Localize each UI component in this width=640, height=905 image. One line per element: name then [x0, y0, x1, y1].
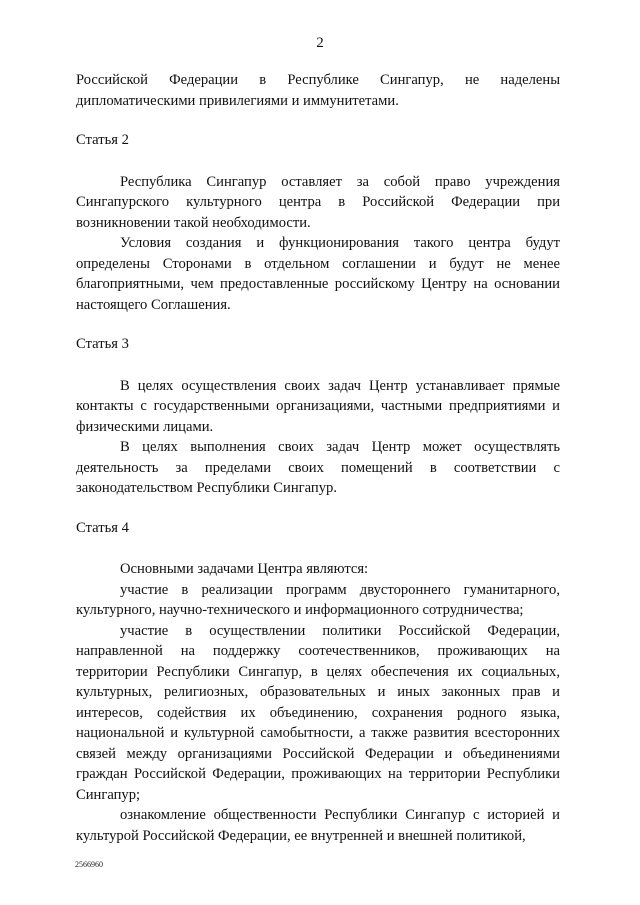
article-heading: Статья 3	[76, 336, 129, 352]
article-heading: Статья 2	[76, 132, 129, 148]
paragraph: Российской Федерации в Республике Сингапур, не наделены дипломатическими привилегиями и иммунитетами.	[76, 72, 560, 109]
paragraph: ознакомление общественности Республики Сингапур с историей и культурой Российской Федерации, ее внутренней и внешней политикой,	[76, 807, 560, 844]
paragraph: участие в осуществлении политики Российской Федерации, направленной на поддержку соотечественников, проживающих на территории Республики Сингапур, в целях обеспечения их социальных, культурных, религиозных, образовательных и иных законных прав и интересов, содействия их объединению, сохранения родного языка, национальной и культурной самобытности, а также развития всесторонних связей между организациями Российской Федерации и объединениями граждан Российской Федерации, проживающих на территории Республики Сингапур;	[76, 622, 560, 803]
paragraph: участие в реализации программ двустороннего гуманитарного, культурного, научно-технического и информационного сотрудничества;	[76, 581, 560, 618]
document-id: 2566960	[75, 860, 103, 869]
paragraph: В целях осуществления своих задач Центр устанавливает прямые контакты с государственными организациями, частными предприятиями и физическими лицами.	[76, 377, 560, 435]
article-heading: Статья 4	[76, 519, 129, 536]
paragraph: Условия создания и функционирования такого центра будут определены Сторонами в отдельном соглашении и будут не менее благоприятными, чем предоставленные российскому Центру на основании настоящего Соглашения.	[76, 235, 560, 313]
paragraph: Республика Сингапур оставляет за собой право учреждения Сингапурского культурного центра в Российской Федерации при возникновении такой необходимости.	[76, 173, 560, 231]
paragraph: Основными задачами Центра являются:	[120, 561, 369, 577]
page-number: 2	[316, 35, 324, 51]
paragraph: В целях выполнения своих задач Центр может осуществлять деятельность за пределами своих помещений в соответствии с законодательством Республики Сингапур.	[76, 439, 560, 496]
document-body	[76, 70, 560, 846]
